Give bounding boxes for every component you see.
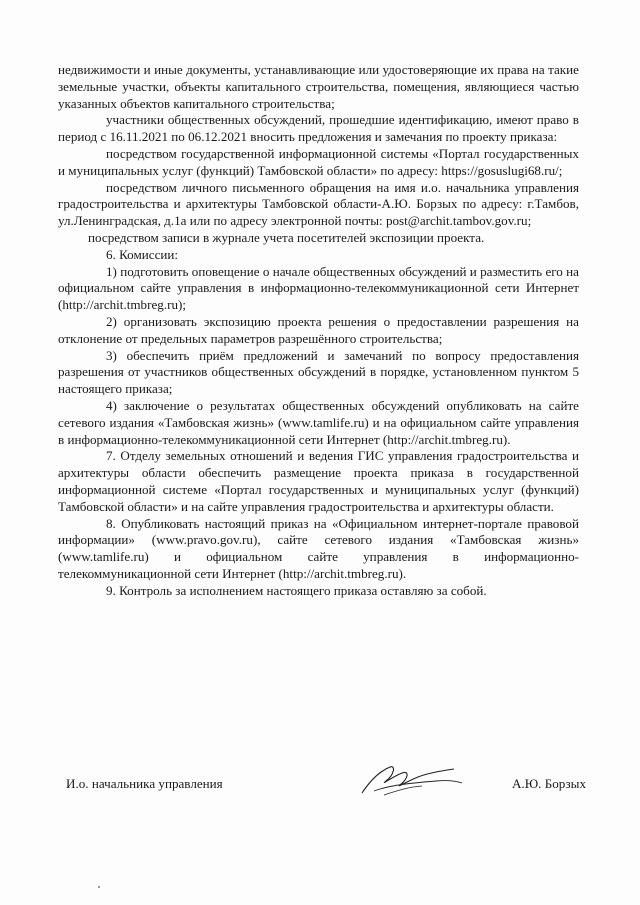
paragraph-item-7: 7. Отделу земельных отношений и ведения ГИС управления градостроительства и архитектуры области обеспечить размещение проекта приказа в государственной информационной системе «Портал государственных и муниципальных услуг (функций) Тамбовской области» и на сайте управления градостроительства и архитектуры области. — [58, 448, 579, 514]
document-body — [58, 62, 579, 600]
paragraph-subitem-1: 1) подготовить оповещение о начале общественных обсуждений и разместить его на официальном сайте управления в информационно-телекоммуникационной сети Интернет (http://archit.tmbreg.ru); — [58, 263, 579, 313]
paragraph-journal: посредством записи в журнале учета посетителей экспозиции проекта. — [88, 229, 485, 245]
signatory-name: А.Ю. Борзых — [511, 776, 586, 791]
scan-speck — [98, 886, 100, 888]
paragraph-portal: посредством государственной информационной системы «Портал государственных и муниципальных услуг (функций) Тамбовской области» по адресу: https://gosuslugi68.ru/; — [58, 145, 579, 178]
paragraph-subitem-4: 4) заключение о результатах общественных обсуждений опубликовать на сайте сетевого издания «Тамбовская жизнь» (www.tamlife.ru) и на официальном сайте управления в информационно-телекоммуникационной сети Интернет (http://archit.tmbreg.ru). — [58, 397, 579, 447]
paragraph-subitem-3: 3) обеспечить приём предложений и замечаний по вопросу предоставления разрешения от участников общественных обсуждений в порядке, установленном пунктом 5 настоящего приказа; — [58, 347, 579, 397]
paragraph-written-appeal: посредством личного письменного обращения на имя и.о. начальника управления градостроительства и архитектуры Тамбовской области-А.Ю. Борзых по адресу: г.Тамбов, ул.Ленинградская, д.1а или по адресу электронной почты: post@archit.tambov.gov.ru; — [58, 179, 579, 229]
paragraph-item-8: 8. Опубликовать настоящий приказ на «Официальном интернет-портале правовой информации» (www.pravo.gov.ru), сайте сетевого издания «Тамбовская жизнь» (www.tamlife.ru) и официальном сайте управления в информационно-телекоммуникационной сети Интернет (http://archit.tmbreg.ru). — [58, 515, 579, 581]
paragraph-participants: участники общественных обсуждений, прошедшие идентификацию, имеют право в период с 16.11.2021 по 06.12.2021 вносить предложения и замечания по проекту приказа: — [58, 112, 579, 145]
paragraph-item-6: 6. Комиссии: — [106, 246, 179, 262]
handwritten-signature-icon — [356, 761, 466, 801]
paragraph-subitem-2: 2) организовать экспозицию проекта решения о предоставлении разрешения на отклонение от предельных параметров разрешённого строительства; — [58, 313, 579, 346]
paragraph-item-9: 9. Контроль за исполнением настоящего приказа оставляю за собой. — [106, 582, 487, 598]
signature-block — [66, 771, 586, 801]
signatory-position: И.о. начальника управления — [66, 776, 223, 791]
paragraph-documents: недвижимости и иные документы, устанавливающие или удостоверяющие их права на такие земельные участки, объекты капитального строительства, помещения, являющиеся частью указанных объектов капитального строительства; — [58, 62, 579, 111]
